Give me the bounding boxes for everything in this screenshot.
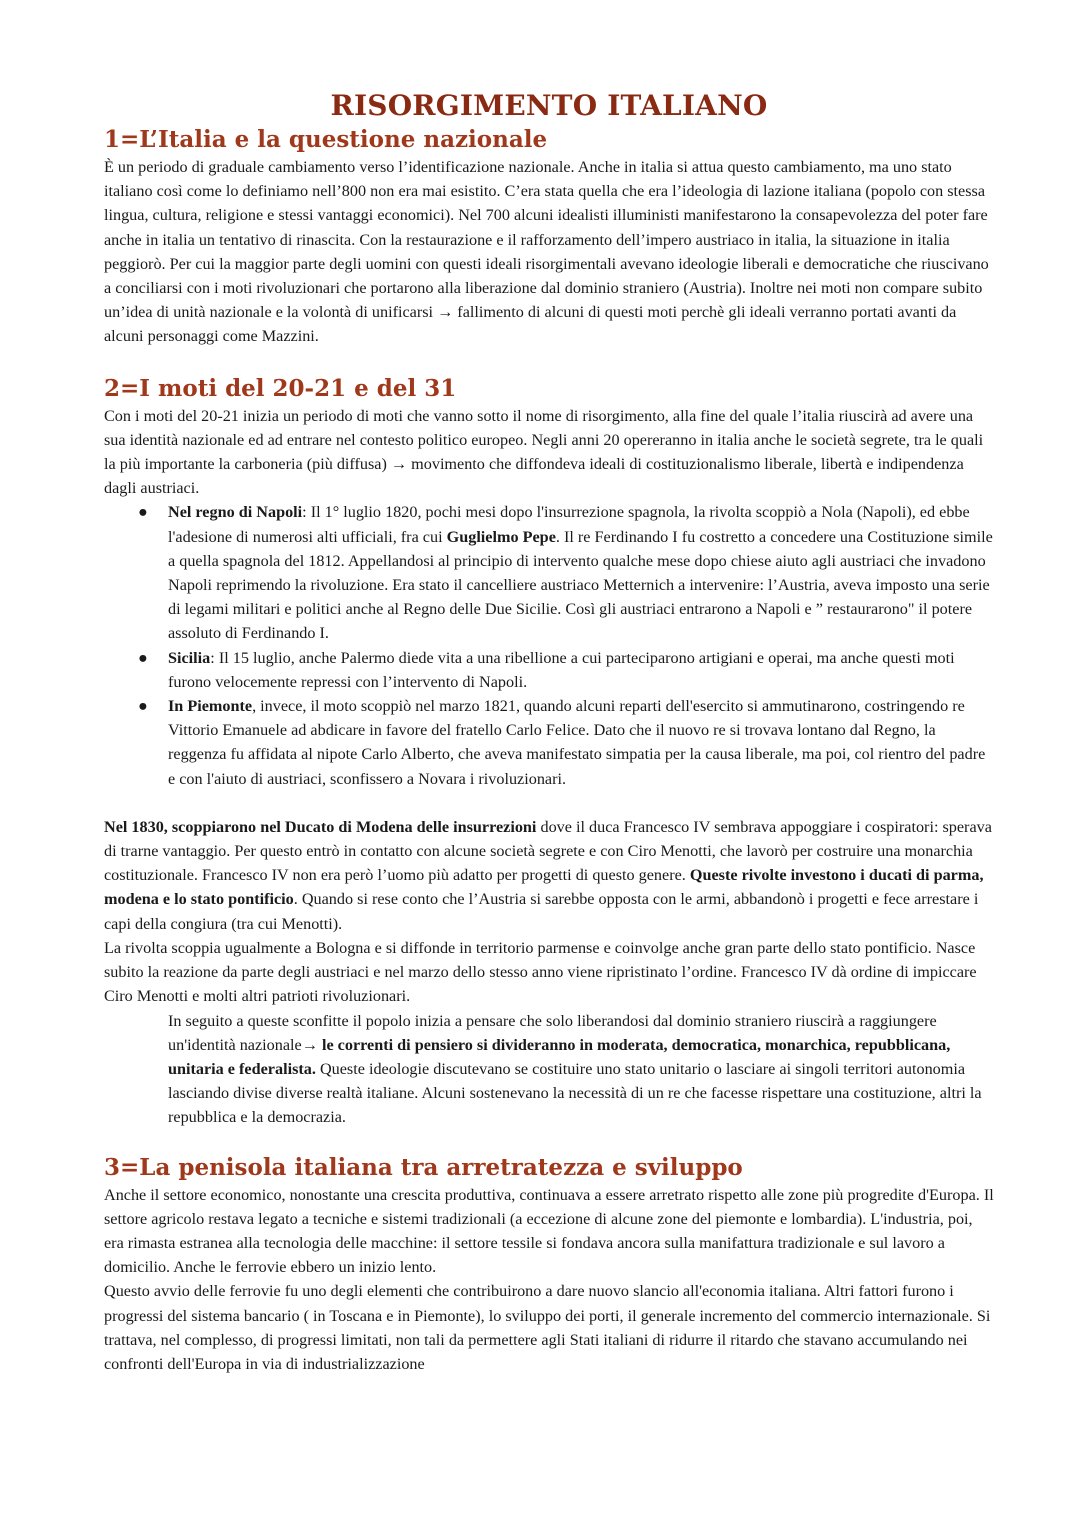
document-page <box>104 88 994 1376</box>
section-1-paragraph: È un periodo di graduale cambiamento verso l’identificazione nazionale. Anche in italia si attua questo cambiamento, ma uno stato italiano così come lo definiamo nell’800 non era mai esistito. C’era stata quella che era l’ideologia di lazione italiana (popolo con stessa lingua, cultura, religione e stessi vantaggi economici). Nel 700 alcuni idealisti illuministi manifestarono la consapevolezza del poter fare anche in italia un tentativo di rinascita. Con la restaurazione e il rafforzamento dell’impero austriaco in italia, la situazione in italia peggiorò. Per cui la maggior parte degli uomini con questi ideali risorgimentali avevano ideologie liberali e democratiche che riuscivano a conciliarsi con i moti rivoluzionari che portarono alla liberazione dal dominio straniero (Austria). Inoltre nei moti non compare subito un’idea di unità nazionale e la volontà di unificarsi → fallimento di alcuni di questi moti perchè gli ideali verranno portati avanti da alcuni personaggi come Mazzini. <box>104 158 989 346</box>
bold-text: le correnti di pensiero si divideranno in moderata, democratica, monarchica, repubblicana, unitaria e federalista. <box>168 1035 951 1078</box>
bullet-text: , invece, il moto scoppiò nel marzo 1821, quando alcuni reparti dell'esercito si ammutinarono, costringendo re Vittorio Emanuele ad abdicare in favore del fratello Carlo Felice. Dato che il nuovo re si trovava lontano dal Regno, la reggenza fu affidata al nipote Carlo Alberto, che aveva manifestato simpatia per la causa liberale, ma poi, col rientro del padre e con l'aiuto di austriaci, sconfissero a Novara i rivoluzionari. <box>168 697 986 788</box>
bullet-bold: Guglielmo Pepe <box>446 527 556 546</box>
paragraph-indented <box>104 1009 994 1130</box>
section-2-heading: 2=I moti del 20-21 e del 31 <box>104 374 457 402</box>
section-2-intro: Con i moti del 20-21 inizia un periodo di moti che vanno sotto il nome di risorgimento, alla fine del quale l’italia riuscirà ad avere una sua identità nazionale ed ad entrare nel contesto politico europeo. Negli anni 20 opereranno in italia anche le società segrete, tra le quali la più importante la carboneria (più diffusa) → movimento che diffondeva ideali di costituzionalismo liberale, libertà e indipendenza dagli austriaci. <box>104 406 984 498</box>
list-item-napoli <box>138 500 994 645</box>
list-item-sicilia <box>138 646 994 694</box>
paragraph-bologna: La rivolta scoppia ugualmente a Bologna e si diffonde in territorio parmense e coinvolge anche gran parte dello stato pontificio. Nasce subito la reazione da parte degli austriaci e nel marzo dello stesso anno viene ripristinato l’ordine. Francesco IV dà ordine di impiccare Ciro Menotti e molti altri patrioti rivoluzionari. <box>104 938 977 1006</box>
bullet-lead: In Piemonte <box>168 697 253 716</box>
section-1-heading: 1=L’Italia e la questione nazionale <box>104 126 548 153</box>
bold-text: Queste rivolte investono i ducati di parma, modena e lo stato pontificio <box>104 866 984 909</box>
bullet-lead: Nel regno di Napoli <box>168 503 303 522</box>
paragraph-text: In seguito a queste sconfitte il popolo inizia a pensare che solo liberandosi dal dominio straniero riuscirà a raggiungere un'identità nazionale→ <box>168 1011 937 1054</box>
bold-text: Nel 1830, scoppiarono nel Ducato di Modena delle insurrezioni <box>104 817 537 836</box>
bullet-lead: Sicilia <box>168 648 211 667</box>
bullet-list <box>104 500 994 790</box>
section-3-heading: 3=La penisola italiana tra arretratezza e sviluppo <box>104 1153 743 1181</box>
document-title: RISORGIMENTO ITALIANO <box>330 89 768 122</box>
list-item-piemonte <box>138 694 994 791</box>
bullet-text: . Il re Ferdinando I fu costretto a concedere una Costituzione simile a quella spagnola del 1812. Appellandosi al principio di intervento qualche mese dopo chiese aiuto agli austriaci che invadono Napoli reprimendo la rivoluzione. Era stato il cancelliere austriaco Metternich a intervenire: l’Austria, aveva imposto una serie di legami militari e politici anche al Regno delle Due Sicilie. Così gli austriaci entrarono a Napoli e ” restaurarono" il potere assoluto di Ferdinando I. <box>168 527 993 643</box>
bullet-text: : Il 1° luglio 1820, pochi mesi dopo l'insurrezione spagnola, la rivolta scoppiò a Nola (Napoli), ed ebbe l'adesione di numerosi alti ufficiali, fra cui <box>168 503 970 546</box>
paragraph-text: . Quando si rese conto che l’Austria si sarebbe opposta con le armi, abbandonò i progetti e fece arrestare i capi della congiura (tra cui Menotti). <box>104 890 979 933</box>
paragraph-text: Queste ideologie discutevano se costituire uno stato unitario o lasciare ai singoli territori autonomia lasciando divise diverse realtà italiane. Alcuni sostenevano la necessità di un re che facesse rispettare una costituzione, altri la repubblica e la democrazia. <box>168 1059 982 1127</box>
section-3-paragraph-1: Anche il settore economico, nonostante una crescita produttiva, continuava a essere arretrato rispetto alle zone più progredite d'Europa. Il settore agricolo restava legato a tecniche e sistemi tradizionali (a eccezione di alcune zone del piemonte e lombardia). L'industria, poi, era rimasta estranea alla tecnologia delle macchine: il settore tessile si fondava ancora sulla manifattura tradizionale e sul lavoro a domicilio. Anche le ferrovie ebbero un inizio lento. <box>104 1185 994 1277</box>
bullet-icon: ● <box>138 697 148 716</box>
bullet-icon: ● <box>138 503 148 522</box>
bullet-icon: ● <box>138 648 148 667</box>
paragraph-text: dove il duca Francesco IV sembrava appoggiare i cospiratori: sperava di trarne vantaggio. Per questo entrò in contatto con alcune società segrete e con Ciro Menotti, che lavorò per costruire una monarchia costituzionale. Francesco IV non era però l’uomo più adatto per progetti di questo genere. <box>104 817 992 885</box>
bullet-text: : Il 15 luglio, anche Palermo diede vita a una ribellione a cui parteciparono artigiani e operai, ma anche questi moti furono velocemente repressi con l’intervento di Napoli. <box>168 648 955 691</box>
paragraph-1830 <box>104 815 994 936</box>
section-3-paragraph-2: Questo avvio delle ferrovie fu uno degli elementi che contribuirono a dare nuovo slancio all'economia italiana. Altri fattori furono i progressi del sistema bancario ( in Toscana e in Piemonte), lo sviluppo dei porti, il generale incremento del commercio internazionale. Si trattava, nel complesso, di progressi limitati, non tali da permettere agli Stati italiani di ridurre il ritardo che stavano accumulando nei confronti dell'Europa in via di industrializzazione <box>104 1282 991 1373</box>
